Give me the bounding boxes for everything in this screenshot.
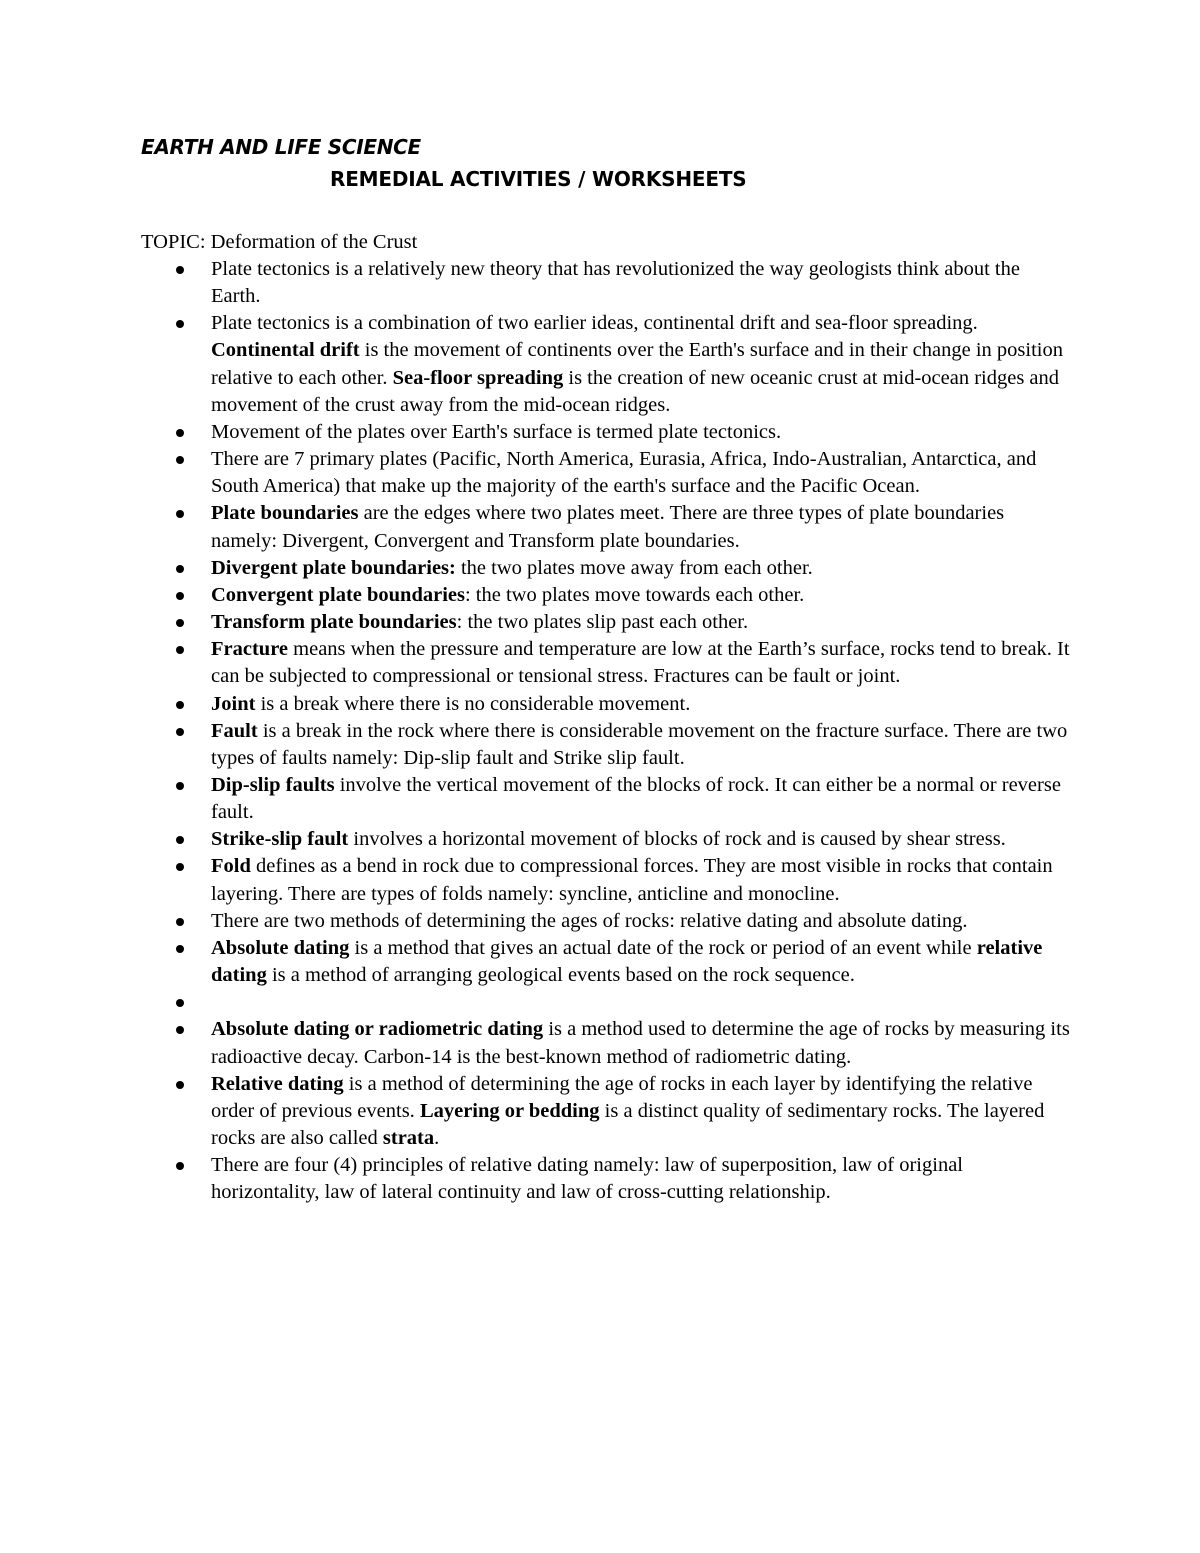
- document-title: EARTH AND LIFE SCIENCE: [141, 135, 421, 159]
- term-relative-dating: relative dating: [211, 936, 1043, 987]
- term-continental-drift: Continental drift: [211, 339, 360, 362]
- list-item: Fault is a break in the rock where there is considerable movement on the fracture surface. There are two types of faults namely: Dip-slip fault and Strike slip fault.: [211, 718, 1071, 772]
- term-strata: strata: [382, 1126, 435, 1149]
- topic-label: TOPIC: [141, 231, 200, 253]
- document-subtitle: REMEDIAL ACTIVITIES / WORKSHEETS: [330, 167, 747, 191]
- term-layering: Layering or bedding: [419, 1099, 600, 1122]
- list-item: Strike-slip fault involves a horizontal movement of blocks of rock and is caused by shear stress.: [211, 826, 1071, 853]
- term-sea-floor-spreading: Sea-floor spreading: [392, 366, 564, 389]
- term-radiometric-dating: Absolute dating or radiometric dating: [211, 1018, 544, 1041]
- list-item: Plate tectonics is a relatively new theory that has revolutionized the way geologists think about the Earth.: [211, 256, 1071, 310]
- list-item: There are four (4) principles of relative dating namely: law of superposition, law of original horizontality, law of lateral continuity and law of cross-cutting relationship.: [211, 1152, 1071, 1206]
- list-item: Fracture means when the pressure and temperature are low at the Earth’s surface, rocks tend to break. It can be subjected to compressional or tensional stress. Fractures can be fault or joint.: [211, 636, 1071, 690]
- term-joint: Joint: [211, 692, 256, 715]
- list-item: Transform plate boundaries: the two plates slip past each other.: [211, 609, 1071, 636]
- term-relative-dating-2: Relative dating: [211, 1072, 344, 1095]
- notes-list: [211, 256, 1071, 1206]
- list-item: Divergent plate boundaries: the two plates move away from each other.: [211, 555, 1071, 582]
- term-strike-slip: Strike-slip fault: [211, 828, 349, 851]
- list-item: Plate tectonics is a combination of two earlier ideas, continental drift and sea-floor spreading. Continental drift is the movement of continents over the Earth's surface and in their change in position relative to each other. Sea-floor spreading is the creation of new oceanic crust at mid-ocean ridges and movement of the crust away from the mid-ocean ridges.: [211, 310, 1071, 419]
- list-item-empty: [211, 989, 1071, 1016]
- term-fault: Fault: [211, 719, 258, 742]
- topic-value: : Deformation of the Crust: [199, 231, 418, 253]
- list-item: Dip-slip faults involve the vertical movement of the blocks of rock. It can either be a normal or reverse fault.: [211, 772, 1071, 826]
- list-item: Absolute dating is a method that gives an actual date of the rock or period of an event while relative dating is a method of arranging geological events based on the rock sequence.: [211, 935, 1071, 989]
- list-item: Convergent plate boundaries: the two plates move towards each other.: [211, 582, 1071, 609]
- list-item: There are 7 primary plates (Pacific, North America, Eurasia, Africa, Indo-Australian, Antarctica, and South America) that make up the majority of the earth's surface and the Pacific Ocean.: [211, 446, 1071, 500]
- list-item: There are two methods of determining the ages of rocks: relative dating and absolute dating.: [211, 908, 1071, 935]
- list-item: Absolute dating or radiometric dating is a method used to determine the age of rocks by measuring its radioactive decay. Carbon-14 is the best-known method of radiometric dating.: [211, 1016, 1071, 1070]
- list-item: Joint is a break where there is no considerable movement.: [211, 691, 1071, 718]
- term-dip-slip: Dip-slip faults: [211, 773, 335, 796]
- list-item: Relative dating is a method of determining the age of rocks in each layer by identifying the relative order of previous events. Layering or bedding is a distinct quality of sedimentary rocks. The layered rocks are also called strata.: [211, 1071, 1071, 1152]
- list-item: Movement of the plates over Earth's surface is termed plate tectonics.: [211, 419, 1071, 446]
- term-convergent: Convergent plate boundaries: [211, 583, 465, 606]
- term-absolute-dating: Absolute dating: [211, 936, 350, 959]
- term-divergent: Divergent plate boundaries:: [211, 556, 456, 579]
- term-fold: Fold: [211, 855, 251, 878]
- list-item: Fold defines as a bend in rock due to compressional forces. They are most visible in rocks that contain layering. There are types of folds namely: syncline, anticline and monocline.: [211, 853, 1071, 907]
- term-transform: Transform plate boundaries: [211, 611, 457, 634]
- term-fracture: Fracture: [211, 638, 289, 661]
- term-plate-boundaries: Plate boundaries: [211, 502, 359, 525]
- list-item: Plate boundaries are the edges where two plates meet. There are three types of plate boundaries namely: Divergent, Convergent and Transform plate boundaries.: [211, 500, 1071, 554]
- topic-line: [141, 229, 417, 256]
